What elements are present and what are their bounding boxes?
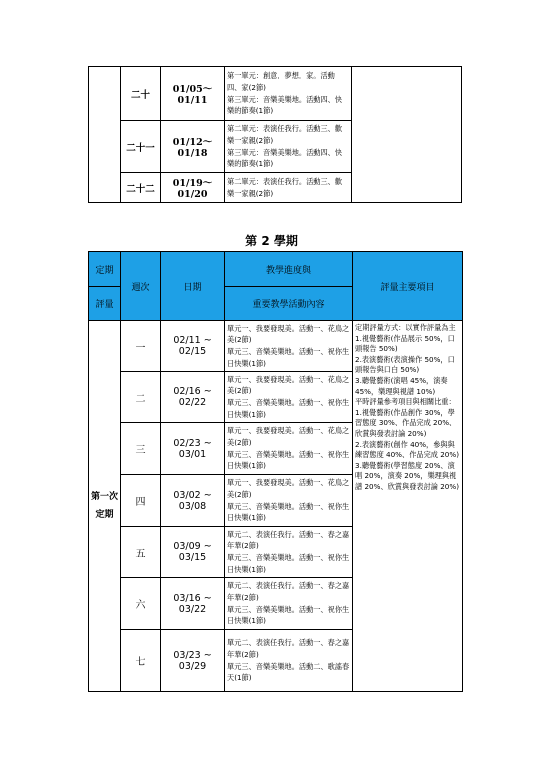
semester1-tail-table	[88, 66, 462, 203]
semester2-title: 第 2 學期	[245, 234, 298, 248]
period-header-top: 定期	[89, 252, 121, 287]
content-cell: 單元一、我要發現美。活動一、花鳥之美(2節) 單元三、音樂美樂地。活動一、祝你生日快樂(1節)	[225, 475, 353, 527]
assessment-line: 平時評量參考項目與相關比重：	[355, 397, 456, 407]
content-header-top: 教學進度與	[225, 252, 353, 287]
week-cell: 七	[121, 630, 161, 692]
date-cell: 03/09 ~ 03/15	[161, 527, 225, 578]
date-cell: 02/23 ~ 03/01	[161, 423, 225, 475]
table-row	[89, 321, 463, 372]
week-cell: 二十一	[121, 121, 161, 173]
date-cell: 01/19～01/20	[161, 173, 225, 203]
week-cell: 五	[121, 527, 161, 578]
date-cell: 02/11 ~ 02/15	[161, 321, 225, 372]
content-cell: 單元一、我要發現美。活動一、花鳥之美(2節) 單元三、音樂美樂地。活動一、祝你生日快樂(1節)	[225, 423, 353, 475]
assessment-cell	[353, 321, 463, 692]
date-cell: 03/16 ~ 03/22	[161, 578, 225, 630]
assessment-line: 1.視覺藝術(作品展示 50%，口頭報告 50%)	[355, 333, 455, 354]
assessment-line: 2.表演藝術(創作 40%，參與與練習態度 40%、作品完成 20%)	[355, 439, 460, 460]
content-cell: 第二單元：表演任我行。活動三、歡樂一家親(2節) 第三單元：音樂美樂地。活動四、快樂的節奏(1節)	[225, 121, 352, 173]
content-cell: 單元二、表演任我行。活動一、春之嘉年華(2節) 單元三、音樂美樂地。活動一、祝你生日快樂(1節)	[225, 578, 353, 630]
content-cell: 單元一、我要發現美。活動一、花鳥之美(2節) 單元三、音樂美樂地。活動一、祝你生日快樂(1節)	[225, 321, 353, 372]
content-cell: 第二單元：表演任我行。活動三、歡樂一家親(2節)	[225, 173, 352, 203]
assessment-cell	[352, 67, 462, 203]
date-cell: 02/16 ~ 02/22	[161, 372, 225, 423]
date-cell: 01/12～01/18	[161, 121, 225, 173]
week-cell: 二十	[121, 67, 161, 121]
content-cell: 第一單元：創意．夢想．家。活動四、家(2節) 第三單元：音樂美樂地。活動四、快樂的節奏(1節)	[225, 67, 352, 121]
assessment-line: 定期評量方式：以實作評量為主	[355, 323, 456, 332]
week-cell: 一	[121, 321, 161, 372]
content-cell: 單元一、我要發現美。活動一、花鳥之美(2節) 單元三、音樂美樂地。活動一、祝你生日快樂(1節)	[225, 372, 353, 423]
table-row	[89, 67, 462, 121]
period-label: 第一次 定期	[89, 321, 121, 692]
week-cell: 二	[121, 372, 161, 423]
assessment-header: 評量主要項目	[353, 252, 463, 321]
date-cell: 01/05～01/11	[161, 67, 225, 121]
assessment-line: 3.聽覺藝術(演唱 45%，演奏 45%，樂理與視譜 10%)	[355, 375, 448, 396]
week-header: 週次	[121, 252, 161, 321]
content-cell: 單元二、表演任我行。活動一、春之嘉年華(2節) 單元三、音樂美樂地。活動一、祝你生日快樂(1節)	[225, 527, 353, 578]
assessment-line: 3.聽覺藝術(學習態度 20%、演唱 20%，演奏 20%，樂理與視譜 20%、欣賞與發表討論 20%)	[355, 460, 460, 491]
header-row	[89, 252, 463, 287]
week-cell: 二十二	[121, 173, 161, 203]
content-cell: 單元二、表演任我行。活動一、春之嘉年華(2節) 單元三、音樂美樂地。活動二、歌謠春天(1節)	[225, 630, 353, 692]
period-cell	[89, 67, 121, 203]
week-cell: 六	[121, 578, 161, 630]
assessment-line: 1.視覺藝術(作品創作 30%，學習態度 30%、作品完成 20%、欣賞與發表討論 20%)	[355, 407, 457, 438]
period-header-bottom: 評量	[89, 287, 121, 321]
week-cell: 三	[121, 423, 161, 475]
date-header: 日期	[161, 252, 225, 321]
assessment-line: 2.表演藝術(表演操作 50%，口頭報告與口白 50%)	[355, 354, 455, 375]
date-cell: 03/23 ~ 03/29	[161, 630, 225, 692]
date-cell: 03/02 ~ 03/08	[161, 475, 225, 527]
semester2-table	[88, 251, 463, 692]
content-header-bottom: 重要教學活動內容	[225, 287, 353, 321]
week-cell: 四	[121, 475, 161, 527]
